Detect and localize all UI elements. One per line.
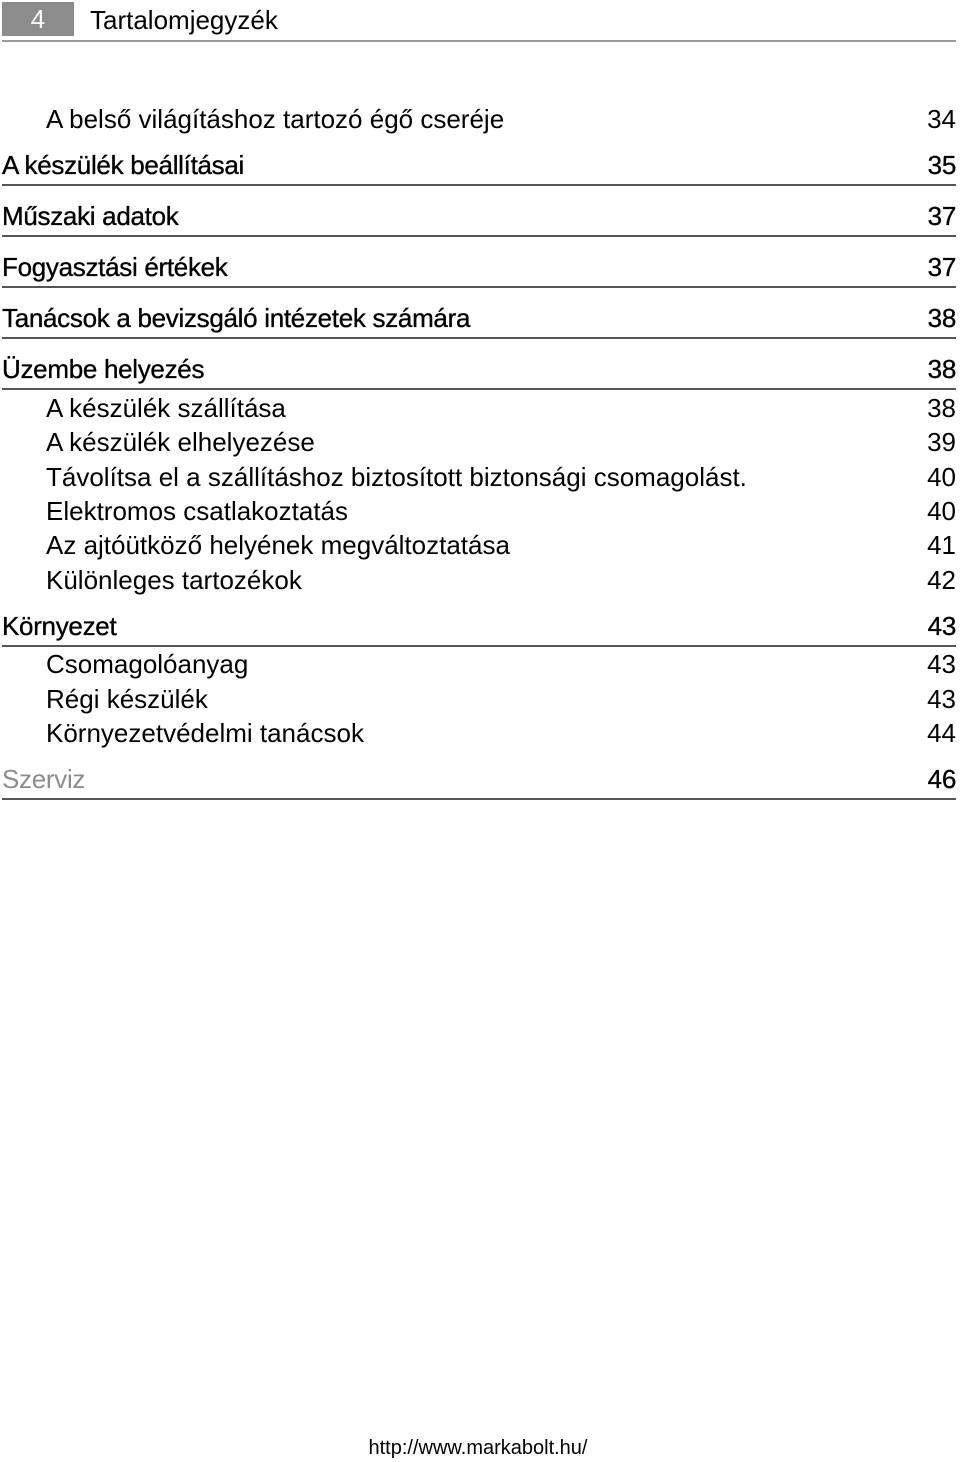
toc-entry-page: 41 <box>927 530 956 560</box>
toc-entry-label: A készülék elhelyezése <box>46 427 315 457</box>
toc-entry-page: 42 <box>927 565 956 595</box>
toc-entry-label: Elektromos csatlakoztatás <box>46 496 349 526</box>
toc-section[interactable] <box>2 611 956 647</box>
toc-entry-label: Környezetvédelmi tanácsok <box>46 718 364 748</box>
toc-section-page: 43 <box>927 611 956 641</box>
page-title: Tartalomjegyzék <box>90 5 278 35</box>
toc-entry[interactable] <box>2 649 956 679</box>
toc-section-label: Műszaki adatok <box>2 201 179 231</box>
toc-section[interactable] <box>2 764 956 800</box>
toc-entry[interactable] <box>2 530 956 560</box>
toc-section-page: 37 <box>927 252 956 282</box>
toc-section[interactable] <box>2 252 956 288</box>
toc-entry[interactable] <box>2 496 956 526</box>
toc-entry-page: 38 <box>927 393 956 423</box>
toc-section-page: 38 <box>927 303 956 333</box>
toc-entry[interactable] <box>2 104 956 134</box>
toc-entry[interactable] <box>2 393 956 423</box>
toc-entry[interactable] <box>2 684 956 714</box>
toc-section-label: Tanácsok a bevizsgáló intézetek számára <box>2 303 471 333</box>
toc-entry-label: A belső világításhoz tartozó égő cseréje <box>46 104 505 134</box>
toc-entry[interactable] <box>2 565 956 595</box>
toc-section-label: Fogyasztási értékek <box>2 252 228 282</box>
toc-entry-page: 40 <box>927 496 956 526</box>
toc-entry-label: Az ajtóütköző helyének megváltoztatása <box>46 530 510 560</box>
toc-section[interactable] <box>2 150 956 186</box>
toc-entry-page: 43 <box>927 649 956 679</box>
toc-entry-page: 43 <box>927 684 956 714</box>
toc-section-page: 46 <box>927 764 956 794</box>
toc-entry-label: Csomagolóanyag <box>46 649 249 679</box>
toc-entry[interactable] <box>2 427 956 457</box>
toc-entry-label: Távolítsa el a szállításhoz biztosított biztonsági csomagolást. <box>46 462 747 492</box>
page-header <box>2 2 956 42</box>
toc-section[interactable] <box>2 303 956 339</box>
toc-entry-label: Régi készülék <box>46 684 208 714</box>
toc-section-page: 38 <box>927 354 956 384</box>
toc-entry-page: 44 <box>927 718 956 748</box>
toc-section-label: Szerviz <box>2 764 86 794</box>
toc-entry-label: A készülék szállítása <box>46 393 286 423</box>
toc-section-page: 35 <box>927 150 956 180</box>
toc-entry-page: 39 <box>927 427 956 457</box>
toc-entry-page: 34 <box>927 104 956 134</box>
toc-entry[interactable] <box>2 718 956 748</box>
toc-section[interactable] <box>2 354 956 390</box>
toc-entry-page: 40 <box>927 462 956 492</box>
toc-section-label: A készülék beállításai <box>2 150 244 180</box>
page-number-badge: 4 <box>2 2 74 36</box>
toc-entry[interactable] <box>2 462 956 492</box>
page-footer <box>0 1436 960 1460</box>
toc-section-label: Környezet <box>2 611 117 641</box>
footer-url[interactable]: http://www.markabolt.hu/ <box>368 1437 588 1459</box>
toc-section-page: 37 <box>927 201 956 231</box>
toc-entry-label: Különleges tartozékok <box>46 565 302 595</box>
toc-section[interactable] <box>2 201 956 237</box>
toc-section-label: Üzembe helyezés <box>2 354 205 384</box>
